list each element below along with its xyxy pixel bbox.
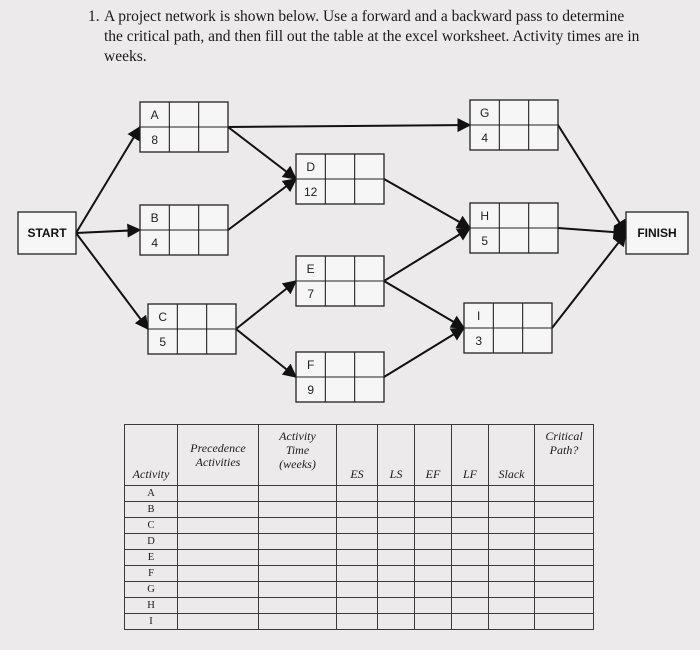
precedence-cell[interactable] bbox=[178, 566, 259, 582]
lf-cell[interactable] bbox=[452, 518, 489, 534]
header-es: ES bbox=[337, 425, 378, 486]
slack-cell[interactable] bbox=[489, 502, 535, 518]
edge-c-to-e bbox=[236, 281, 296, 329]
critical-path-cell[interactable] bbox=[535, 502, 594, 518]
network-terminals bbox=[18, 212, 688, 254]
edge-i-to-finish bbox=[552, 233, 626, 328]
header-ef: EF bbox=[415, 425, 452, 486]
activity-node-label: G bbox=[479, 106, 490, 120]
lf-cell[interactable] bbox=[452, 550, 489, 566]
activity-node-c bbox=[148, 304, 236, 354]
activity-node-duration: 4 bbox=[151, 236, 159, 250]
lf-cell[interactable] bbox=[452, 502, 489, 518]
header-time-line3: (weeks) bbox=[279, 457, 316, 471]
ls-cell[interactable] bbox=[378, 566, 415, 582]
lf-cell[interactable] bbox=[452, 486, 489, 502]
activity-node-duration: 8 bbox=[151, 133, 159, 147]
activity-table bbox=[124, 424, 594, 630]
ls-cell[interactable] bbox=[378, 486, 415, 502]
time-cell[interactable] bbox=[259, 518, 337, 534]
activity-node-label: C bbox=[158, 310, 168, 324]
time-cell[interactable] bbox=[259, 566, 337, 582]
precedence-cell[interactable] bbox=[178, 550, 259, 566]
activity-node-h bbox=[470, 203, 558, 253]
precedence-cell[interactable] bbox=[178, 598, 259, 614]
slack-cell[interactable] bbox=[489, 582, 535, 598]
header-lf: LF bbox=[452, 425, 489, 486]
table-body bbox=[125, 486, 594, 630]
slack-cell[interactable] bbox=[489, 550, 535, 566]
es-cell[interactable] bbox=[337, 598, 378, 614]
activity-node-duration: 5 bbox=[481, 234, 489, 248]
header-slack: Slack bbox=[489, 425, 535, 486]
precedence-cell[interactable] bbox=[178, 534, 259, 550]
header-critical-line2: Path? bbox=[549, 443, 579, 457]
ef-cell[interactable] bbox=[415, 598, 452, 614]
start-label: START bbox=[27, 226, 67, 240]
table-row bbox=[125, 614, 594, 630]
table-row bbox=[125, 502, 594, 518]
es-cell[interactable] bbox=[337, 502, 378, 518]
ef-cell[interactable] bbox=[415, 550, 452, 566]
activity-cell: E bbox=[125, 550, 178, 566]
table-row bbox=[125, 566, 594, 582]
es-cell[interactable] bbox=[337, 534, 378, 550]
header-time-line1: Activity bbox=[279, 429, 316, 443]
activity-node-duration: 9 bbox=[307, 383, 315, 397]
edge-f-to-i bbox=[384, 328, 464, 377]
activity-cell: G bbox=[125, 582, 178, 598]
table-row bbox=[125, 486, 594, 502]
es-cell[interactable] bbox=[337, 566, 378, 582]
slack-cell[interactable] bbox=[489, 518, 535, 534]
ls-cell[interactable] bbox=[378, 550, 415, 566]
edge-start-to-b bbox=[76, 230, 140, 233]
precedence-cell[interactable] bbox=[178, 486, 259, 502]
activity-cell: D bbox=[125, 534, 178, 550]
ef-cell[interactable] bbox=[415, 566, 452, 582]
activity-node-d bbox=[296, 154, 384, 204]
activity-cell: I bbox=[125, 614, 178, 630]
problem-number: 1. bbox=[88, 8, 100, 25]
ef-cell[interactable] bbox=[415, 534, 452, 550]
finish-node bbox=[626, 212, 688, 254]
activity-node-e bbox=[296, 256, 384, 306]
edge-a-to-g bbox=[228, 125, 470, 127]
lf-cell[interactable] bbox=[452, 614, 489, 630]
activity-node-label: H bbox=[480, 209, 490, 223]
es-cell[interactable] bbox=[337, 550, 378, 566]
lf-cell[interactable] bbox=[452, 598, 489, 614]
header-activity: Activity bbox=[125, 425, 178, 486]
problem-text: A project network is shown below. Use a forward and a backward pass to determine the critical path, and then fill out the table at the excel worksheet. Activity times are in weeks. bbox=[104, 8, 640, 65]
precedence-cell[interactable] bbox=[178, 502, 259, 518]
activity-node-duration: 12 bbox=[303, 185, 318, 199]
activity-node-a bbox=[140, 102, 228, 152]
lf-cell[interactable] bbox=[452, 582, 489, 598]
edge-d-to-h bbox=[384, 179, 470, 228]
activity-node-label: B bbox=[150, 211, 159, 225]
activity-node-b bbox=[140, 205, 228, 255]
activity-cell: H bbox=[125, 598, 178, 614]
activity-node-duration: 7 bbox=[307, 287, 315, 301]
precedence-cell[interactable] bbox=[178, 582, 259, 598]
activity-node-duration: 5 bbox=[159, 335, 167, 349]
header-precedence-line1: Precedence bbox=[190, 441, 246, 455]
activity-node-label: D bbox=[306, 160, 316, 174]
time-cell[interactable] bbox=[259, 582, 337, 598]
header-time-line2: Time bbox=[285, 443, 310, 457]
network-nodes bbox=[140, 100, 558, 402]
ef-cell[interactable] bbox=[415, 582, 452, 598]
activity-cell: A bbox=[125, 486, 178, 502]
ef-cell[interactable] bbox=[415, 614, 452, 630]
lf-cell[interactable] bbox=[452, 566, 489, 582]
table-row bbox=[125, 534, 594, 550]
edge-start-to-c bbox=[76, 233, 148, 329]
time-cell[interactable] bbox=[259, 502, 337, 518]
activity-node-g bbox=[470, 100, 558, 150]
critical-path-cell[interactable] bbox=[535, 518, 594, 534]
slack-cell[interactable] bbox=[489, 534, 535, 550]
edge-g-to-finish bbox=[558, 125, 626, 233]
activity-node-duration: 3 bbox=[475, 334, 483, 348]
critical-path-cell[interactable] bbox=[535, 582, 594, 598]
time-cell[interactable] bbox=[259, 598, 337, 614]
ef-cell[interactable] bbox=[415, 502, 452, 518]
es-cell[interactable] bbox=[337, 486, 378, 502]
ls-cell[interactable] bbox=[378, 518, 415, 534]
activity-node-duration: 4 bbox=[481, 131, 489, 145]
ls-cell[interactable] bbox=[378, 598, 415, 614]
header-activity-time bbox=[259, 425, 337, 486]
activity-cell: B bbox=[125, 502, 178, 518]
ls-cell[interactable] bbox=[378, 614, 415, 630]
header-ls: LS bbox=[378, 425, 415, 486]
slack-cell[interactable] bbox=[489, 486, 535, 502]
edge-c-to-f bbox=[236, 329, 296, 377]
edge-start-to-a bbox=[76, 127, 140, 233]
edge-b-to-d bbox=[228, 179, 296, 230]
precedence-cell[interactable] bbox=[178, 614, 259, 630]
time-cell[interactable] bbox=[259, 534, 337, 550]
activity-node-label: I bbox=[476, 309, 481, 323]
critical-path-cell[interactable] bbox=[535, 550, 594, 566]
table-row bbox=[125, 582, 594, 598]
time-cell[interactable] bbox=[259, 614, 337, 630]
critical-path-cell[interactable] bbox=[535, 598, 594, 614]
time-cell[interactable] bbox=[259, 550, 337, 566]
es-cell[interactable] bbox=[337, 582, 378, 598]
activity-node-label: F bbox=[306, 358, 315, 372]
table-row bbox=[125, 598, 594, 614]
edge-a-to-d bbox=[228, 127, 296, 179]
activity-node-f bbox=[296, 352, 384, 402]
activity-node-i bbox=[464, 303, 552, 353]
ls-cell[interactable] bbox=[378, 582, 415, 598]
slack-cell[interactable] bbox=[489, 598, 535, 614]
table-row bbox=[125, 518, 594, 534]
ls-cell[interactable] bbox=[378, 534, 415, 550]
header-precedence bbox=[178, 425, 259, 486]
table-header-row bbox=[125, 425, 594, 486]
activity-cell: F bbox=[125, 566, 178, 582]
time-cell[interactable] bbox=[259, 486, 337, 502]
critical-path-cell[interactable] bbox=[535, 534, 594, 550]
slack-cell[interactable] bbox=[489, 566, 535, 582]
precedence-cell[interactable] bbox=[178, 518, 259, 534]
edge-e-to-i bbox=[384, 281, 464, 328]
lf-cell[interactable] bbox=[452, 534, 489, 550]
edge-h-to-finish bbox=[558, 228, 626, 233]
activity-cell: C bbox=[125, 518, 178, 534]
critical-path-cell[interactable] bbox=[535, 486, 594, 502]
activity-node-label: A bbox=[150, 108, 159, 122]
header-critical-line1: Critical bbox=[545, 429, 583, 443]
slack-cell[interactable] bbox=[489, 614, 535, 630]
header-precedence-line2: Activities bbox=[195, 455, 241, 469]
activity-node-label: E bbox=[306, 262, 315, 276]
table-row bbox=[125, 550, 594, 566]
finish-label: FINISH bbox=[637, 226, 677, 240]
critical-path-cell[interactable] bbox=[535, 566, 594, 582]
es-cell[interactable] bbox=[337, 614, 378, 630]
ef-cell[interactable] bbox=[415, 486, 452, 502]
header-critical-path bbox=[535, 425, 594, 486]
edge-e-to-h bbox=[384, 228, 470, 281]
start-node bbox=[18, 212, 76, 254]
critical-path-cell[interactable] bbox=[535, 614, 594, 630]
es-cell[interactable] bbox=[337, 518, 378, 534]
ls-cell[interactable] bbox=[378, 502, 415, 518]
ef-cell[interactable] bbox=[415, 518, 452, 534]
